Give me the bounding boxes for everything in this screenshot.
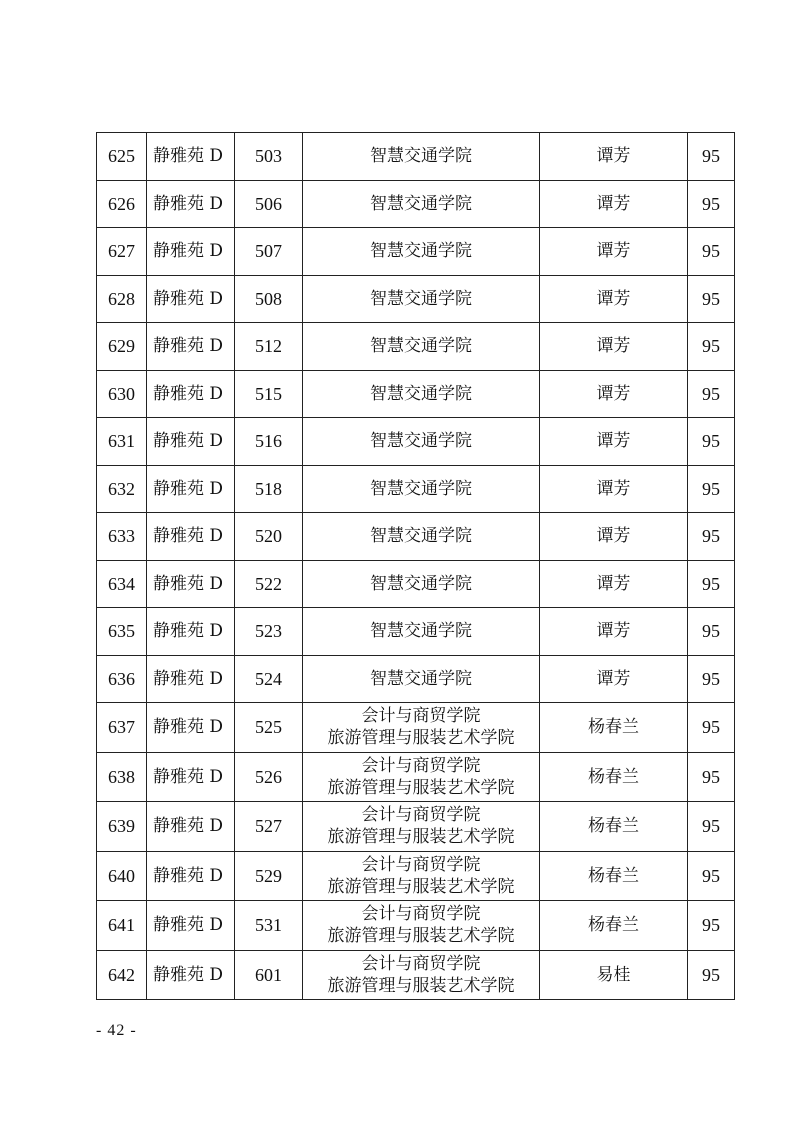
table-row [97, 560, 735, 608]
college-name: 会计与商贸学院 [361, 706, 481, 727]
teacher-cell: 杨春兰 [540, 901, 688, 951]
college-cell [303, 901, 540, 951]
building-cell: 静雅苑 D [147, 752, 235, 802]
college-name: 旅游管理与服装艺术学院 [327, 876, 515, 897]
college-cell [303, 275, 540, 323]
room-number-cell: 507 [235, 228, 303, 276]
building-cell: 静雅苑 D [147, 851, 235, 901]
building-cell: 静雅苑 D [147, 560, 235, 608]
college-name: 智慧交通学院 [370, 431, 472, 452]
college-name: 智慧交通学院 [370, 621, 472, 642]
row-number-cell: 635 [97, 608, 147, 656]
teacher-cell: 谭芳 [540, 655, 688, 703]
college-name: 智慧交通学院 [370, 383, 472, 404]
room-number-cell: 503 [235, 133, 303, 181]
room-number-cell: 518 [235, 465, 303, 513]
teacher-cell: 谭芳 [540, 275, 688, 323]
college-name: 旅游管理与服装艺术学院 [327, 926, 515, 947]
college-cell [303, 228, 540, 276]
building-cell: 静雅苑 D [147, 323, 235, 371]
building-cell: 静雅苑 D [147, 418, 235, 466]
table-row [97, 133, 735, 181]
row-number-cell: 638 [97, 752, 147, 802]
dormitory-score-table [96, 132, 735, 1000]
score-cell: 95 [688, 608, 735, 656]
building-cell: 静雅苑 D [147, 228, 235, 276]
college-cell [303, 133, 540, 181]
table-row [97, 275, 735, 323]
row-number-cell: 631 [97, 418, 147, 466]
college-name: 智慧交通学院 [370, 526, 472, 547]
score-cell: 95 [688, 655, 735, 703]
room-number-cell: 506 [235, 180, 303, 228]
college-cell [303, 560, 540, 608]
row-number-cell: 626 [97, 180, 147, 228]
college-cell [303, 513, 540, 561]
building-cell: 静雅苑 D [147, 180, 235, 228]
building-cell: 静雅苑 D [147, 655, 235, 703]
table-row [97, 180, 735, 228]
row-number-cell: 641 [97, 901, 147, 951]
college-name: 会计与商贸学院 [361, 854, 481, 875]
teacher-cell: 杨春兰 [540, 802, 688, 852]
college-name: 智慧交通学院 [370, 288, 472, 309]
table-row [97, 465, 735, 513]
college-name: 智慧交通学院 [370, 478, 472, 499]
row-number-cell: 639 [97, 802, 147, 852]
table-row [97, 418, 735, 466]
row-number-cell: 636 [97, 655, 147, 703]
room-number-cell: 522 [235, 560, 303, 608]
college-name: 智慧交通学院 [370, 336, 472, 357]
building-cell: 静雅苑 D [147, 133, 235, 181]
college-name: 旅游管理与服装艺术学院 [327, 827, 515, 848]
score-cell: 95 [688, 950, 735, 1000]
row-number-cell: 625 [97, 133, 147, 181]
building-cell: 静雅苑 D [147, 703, 235, 753]
teacher-cell: 谭芳 [540, 465, 688, 513]
college-name: 会计与商贸学院 [361, 953, 481, 974]
score-cell: 95 [688, 851, 735, 901]
table-row [97, 901, 735, 951]
college-cell [303, 851, 540, 901]
row-number-cell: 628 [97, 275, 147, 323]
table-row [97, 655, 735, 703]
teacher-cell: 杨春兰 [540, 703, 688, 753]
row-number-cell: 632 [97, 465, 147, 513]
building-cell: 静雅苑 D [147, 950, 235, 1000]
score-cell: 95 [688, 323, 735, 371]
row-number-cell: 642 [97, 950, 147, 1000]
room-number-cell: 508 [235, 275, 303, 323]
building-cell: 静雅苑 D [147, 901, 235, 951]
college-cell [303, 465, 540, 513]
room-number-cell: 515 [235, 370, 303, 418]
score-cell: 95 [688, 802, 735, 852]
college-cell [303, 802, 540, 852]
college-cell [303, 703, 540, 753]
table-row [97, 802, 735, 852]
college-name: 旅游管理与服装艺术学院 [327, 728, 515, 749]
teacher-cell: 谭芳 [540, 560, 688, 608]
college-cell [303, 655, 540, 703]
row-number-cell: 629 [97, 323, 147, 371]
college-name: 会计与商贸学院 [361, 904, 481, 925]
college-cell [303, 323, 540, 371]
building-cell: 静雅苑 D [147, 513, 235, 561]
college-name: 会计与商贸学院 [361, 755, 481, 776]
teacher-cell: 谭芳 [540, 608, 688, 656]
teacher-cell: 谭芳 [540, 133, 688, 181]
college-name: 智慧交通学院 [370, 573, 472, 594]
building-cell: 静雅苑 D [147, 608, 235, 656]
row-number-cell: 633 [97, 513, 147, 561]
table-row [97, 370, 735, 418]
building-cell: 静雅苑 D [147, 370, 235, 418]
table-row [97, 752, 735, 802]
room-number-cell: 529 [235, 851, 303, 901]
room-number-cell: 601 [235, 950, 303, 1000]
college-cell [303, 752, 540, 802]
room-number-cell: 525 [235, 703, 303, 753]
table-row [97, 703, 735, 753]
table-row [97, 228, 735, 276]
table-row [97, 323, 735, 371]
score-cell: 95 [688, 228, 735, 276]
room-number-cell: 520 [235, 513, 303, 561]
score-cell: 95 [688, 275, 735, 323]
college-cell [303, 418, 540, 466]
score-cell: 95 [688, 513, 735, 561]
college-cell [303, 608, 540, 656]
teacher-cell: 谭芳 [540, 323, 688, 371]
college-cell [303, 950, 540, 1000]
college-name: 智慧交通学院 [370, 146, 472, 167]
college-name: 旅游管理与服装艺术学院 [327, 777, 515, 798]
teacher-cell: 杨春兰 [540, 851, 688, 901]
table-row [97, 950, 735, 1000]
table-row [97, 851, 735, 901]
score-cell: 95 [688, 180, 735, 228]
table-row [97, 513, 735, 561]
teacher-cell: 杨春兰 [540, 752, 688, 802]
room-number-cell: 516 [235, 418, 303, 466]
score-cell: 95 [688, 560, 735, 608]
teacher-cell: 谭芳 [540, 370, 688, 418]
teacher-cell: 易桂 [540, 950, 688, 1000]
room-number-cell: 524 [235, 655, 303, 703]
teacher-cell: 谭芳 [540, 228, 688, 276]
row-number-cell: 630 [97, 370, 147, 418]
college-cell [303, 180, 540, 228]
score-cell: 95 [688, 901, 735, 951]
score-cell: 95 [688, 133, 735, 181]
score-cell: 95 [688, 418, 735, 466]
building-cell: 静雅苑 D [147, 465, 235, 513]
college-name: 旅游管理与服装艺术学院 [327, 975, 515, 996]
college-name: 智慧交通学院 [370, 193, 472, 214]
college-name: 智慧交通学院 [370, 668, 472, 689]
teacher-cell: 谭芳 [540, 180, 688, 228]
building-cell: 静雅苑 D [147, 275, 235, 323]
room-number-cell: 527 [235, 802, 303, 852]
room-number-cell: 531 [235, 901, 303, 951]
row-number-cell: 627 [97, 228, 147, 276]
room-number-cell: 526 [235, 752, 303, 802]
building-cell: 静雅苑 D [147, 802, 235, 852]
college-name: 会计与商贸学院 [361, 805, 481, 826]
row-number-cell: 634 [97, 560, 147, 608]
table-body [97, 133, 735, 1000]
score-cell: 95 [688, 703, 735, 753]
teacher-cell: 谭芳 [540, 418, 688, 466]
college-cell [303, 370, 540, 418]
room-number-cell: 523 [235, 608, 303, 656]
teacher-cell: 谭芳 [540, 513, 688, 561]
score-cell: 95 [688, 370, 735, 418]
table-row [97, 608, 735, 656]
row-number-cell: 640 [97, 851, 147, 901]
score-cell: 95 [688, 752, 735, 802]
row-number-cell: 637 [97, 703, 147, 753]
room-number-cell: 512 [235, 323, 303, 371]
score-cell: 95 [688, 465, 735, 513]
page-number: - 42 - [96, 1022, 137, 1039]
college-name: 智慧交通学院 [370, 241, 472, 262]
